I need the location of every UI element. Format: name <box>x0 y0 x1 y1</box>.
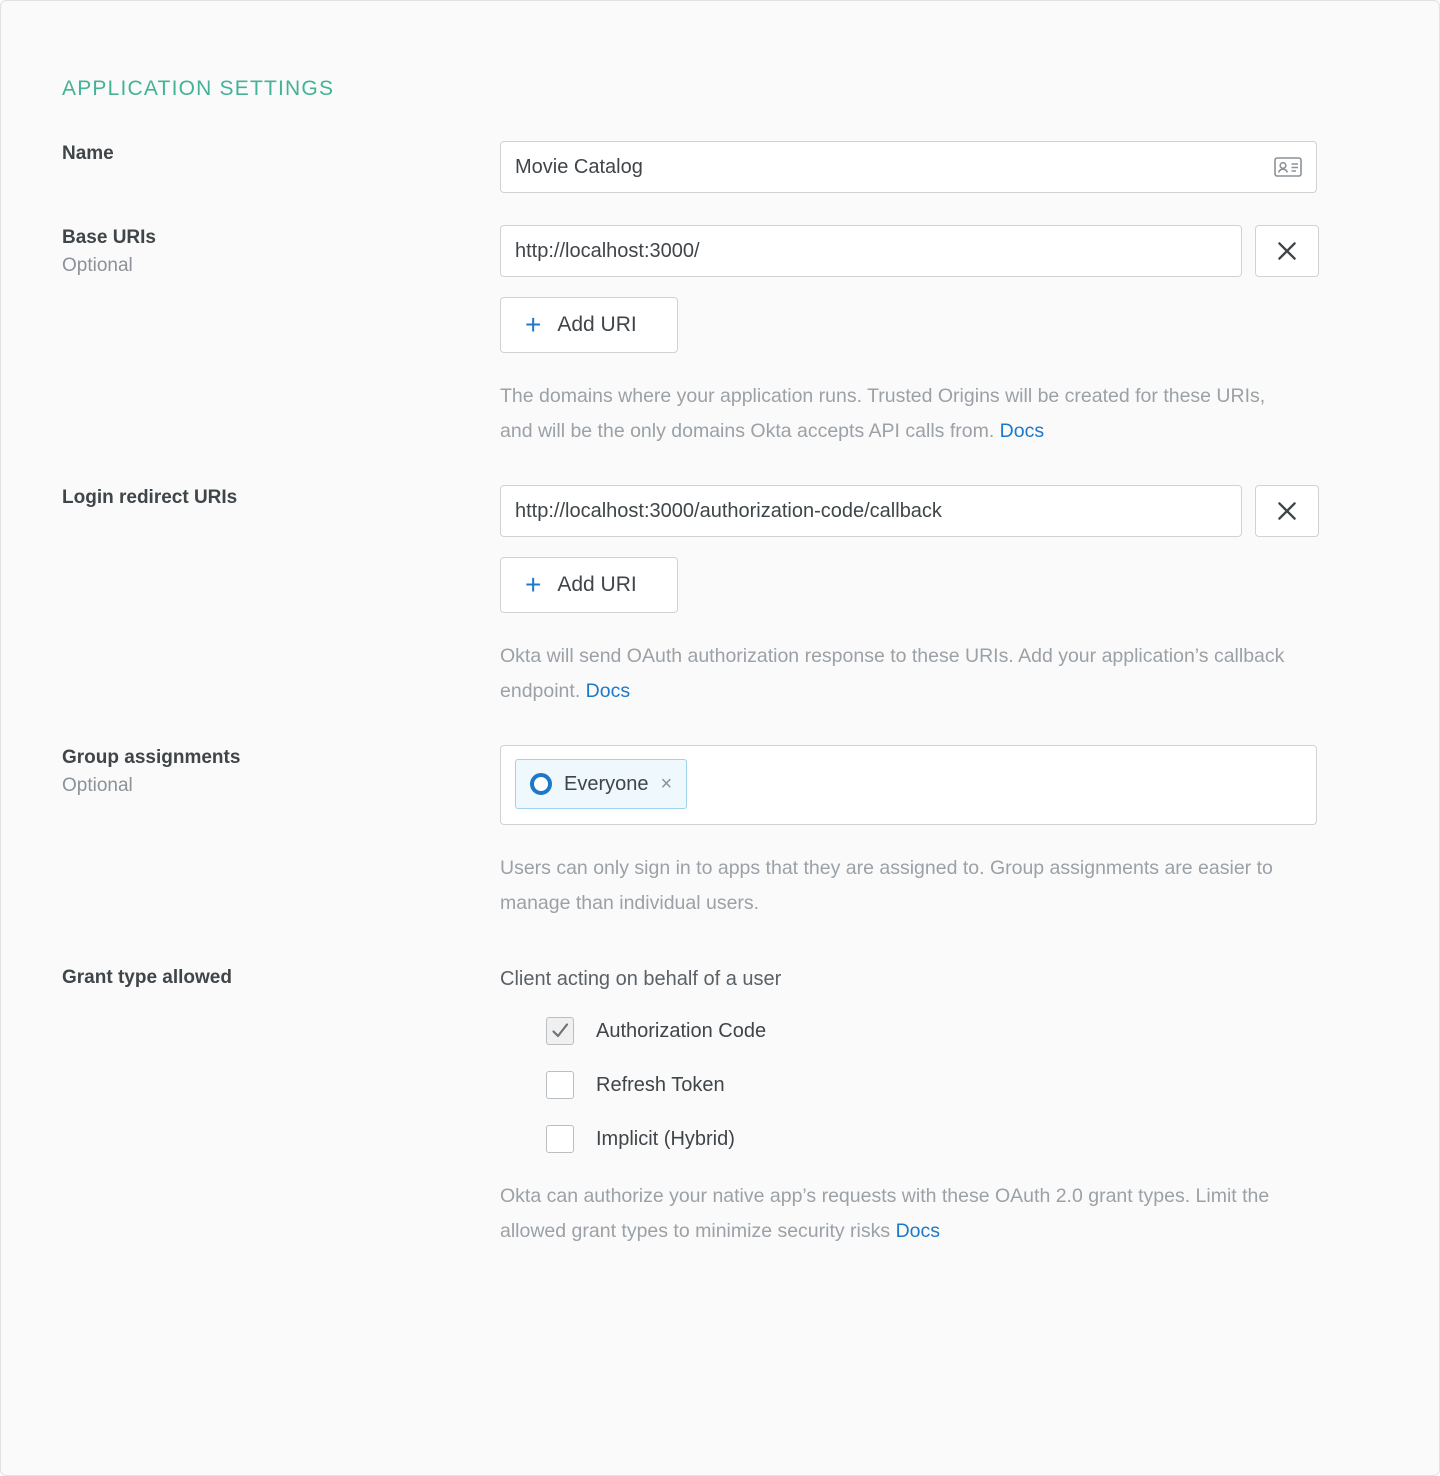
refresh-token-label: Refresh Token <box>596 1073 725 1096</box>
plus-icon: + <box>525 309 542 340</box>
row-name <box>1 141 1439 193</box>
grant-option-refresh-token[interactable] <box>546 1071 1377 1099</box>
base-uri-input-value: http://localhost:3000/ <box>515 239 700 262</box>
authorization-code-checkbox[interactable] <box>546 1017 574 1045</box>
name-input[interactable] <box>500 141 1317 193</box>
group-icon <box>530 773 552 795</box>
label-col-group-assignments <box>1 745 500 801</box>
base-uris-label: Base URIs <box>62 227 156 248</box>
remove-group-chip-icon[interactable]: × <box>660 773 673 795</box>
add-base-uri-button[interactable] <box>500 297 678 353</box>
group-chip-label: Everyone <box>564 772 649 795</box>
grant-option-authorization-code[interactable] <box>546 1017 1377 1045</box>
grant-type-label: Grant type allowed <box>62 967 232 988</box>
grant-type-help-text: Okta can authorize your native app’s requests with these OAuth 2.0 grant types. Limit the allowed grant types to minimize security risks <box>500 1185 1270 1242</box>
login-redirect-uri-input[interactable] <box>500 485 1242 537</box>
implicit-hybrid-label: Implicit (Hybrid) <box>596 1127 735 1150</box>
implicit-hybrid-checkbox[interactable] <box>546 1125 574 1153</box>
label-col-name <box>1 141 500 167</box>
field-col-base-uris <box>500 225 1439 449</box>
base-uris-help <box>500 379 1300 449</box>
base-uri-input[interactable] <box>500 225 1242 277</box>
field-col-login-redirect-uris <box>500 485 1439 709</box>
name-label: Name <box>62 143 114 164</box>
close-icon <box>1274 498 1300 524</box>
row-login-redirect-uris <box>1 485 1439 709</box>
row-grant-type <box>1 965 1439 1249</box>
close-icon <box>1274 238 1300 264</box>
base-uris-help-text: The domains where your application runs. Trusted Origins will be created for these URIs, and will be the only domains Okta accepts API calls from. <box>500 385 1266 442</box>
login-redirect-uris-label: Login redirect URIs <box>62 487 238 508</box>
group-assignments-help <box>500 851 1300 921</box>
name-input-value: Movie Catalog <box>515 155 643 178</box>
refresh-token-checkbox[interactable] <box>546 1071 574 1099</box>
plus-icon: + <box>525 569 542 600</box>
add-login-redirect-uri-label: Add URI <box>557 573 637 596</box>
label-col-grant-type <box>1 965 500 991</box>
group-assignments-label: Group assignments <box>62 747 241 768</box>
field-col-name <box>500 141 1439 193</box>
login-redirect-uris-docs-link[interactable]: Docs <box>585 680 631 702</box>
base-uris-docs-link[interactable]: Docs <box>999 420 1045 442</box>
base-uri-line <box>500 225 1377 277</box>
page-title: APPLICATION SETTINGS <box>62 77 335 100</box>
login-redirect-uris-help <box>500 639 1300 709</box>
contact-card-icon <box>1274 156 1302 178</box>
group-assignments-help-text: Users can only sign in to apps that they are assigned to. Group assignments are easier to manage than individual users. <box>500 857 1273 914</box>
group-assignments-sublabel: Optional <box>62 775 133 796</box>
authorization-code-label: Authorization Code <box>596 1019 767 1042</box>
settings-rows <box>1 141 1439 1249</box>
login-redirect-uri-line <box>500 485 1377 537</box>
label-col-base-uris <box>1 225 500 281</box>
group-chip[interactable] <box>515 759 687 809</box>
label-col-login-redirect-uris <box>1 485 500 511</box>
grant-type-docs-link[interactable]: Docs <box>895 1220 940 1242</box>
group-assignments-input[interactable] <box>500 745 1317 825</box>
field-col-grant-type <box>500 965 1439 1249</box>
login-redirect-uri-input-value: http://localhost:3000/authorization-code/callback <box>515 499 942 522</box>
base-uris-sublabel: Optional <box>62 255 133 276</box>
remove-base-uri-button[interactable] <box>1255 225 1319 277</box>
grant-type-intro: Client acting on behalf of a user <box>500 968 782 990</box>
row-base-uris <box>1 225 1439 449</box>
field-col-group-assignments <box>500 745 1439 921</box>
add-base-uri-label: Add URI <box>557 313 637 336</box>
row-group-assignments <box>1 745 1439 921</box>
remove-login-redirect-uri-button[interactable] <box>1255 485 1319 537</box>
grant-option-implicit-hybrid[interactable] <box>546 1125 1377 1153</box>
login-redirect-uris-help-text: Okta will send OAuth authorization response to these URIs. Add your application’s callback endpoint. <box>500 645 1285 702</box>
add-login-redirect-uri-button[interactable] <box>500 557 678 613</box>
grant-type-help <box>500 1179 1300 1249</box>
